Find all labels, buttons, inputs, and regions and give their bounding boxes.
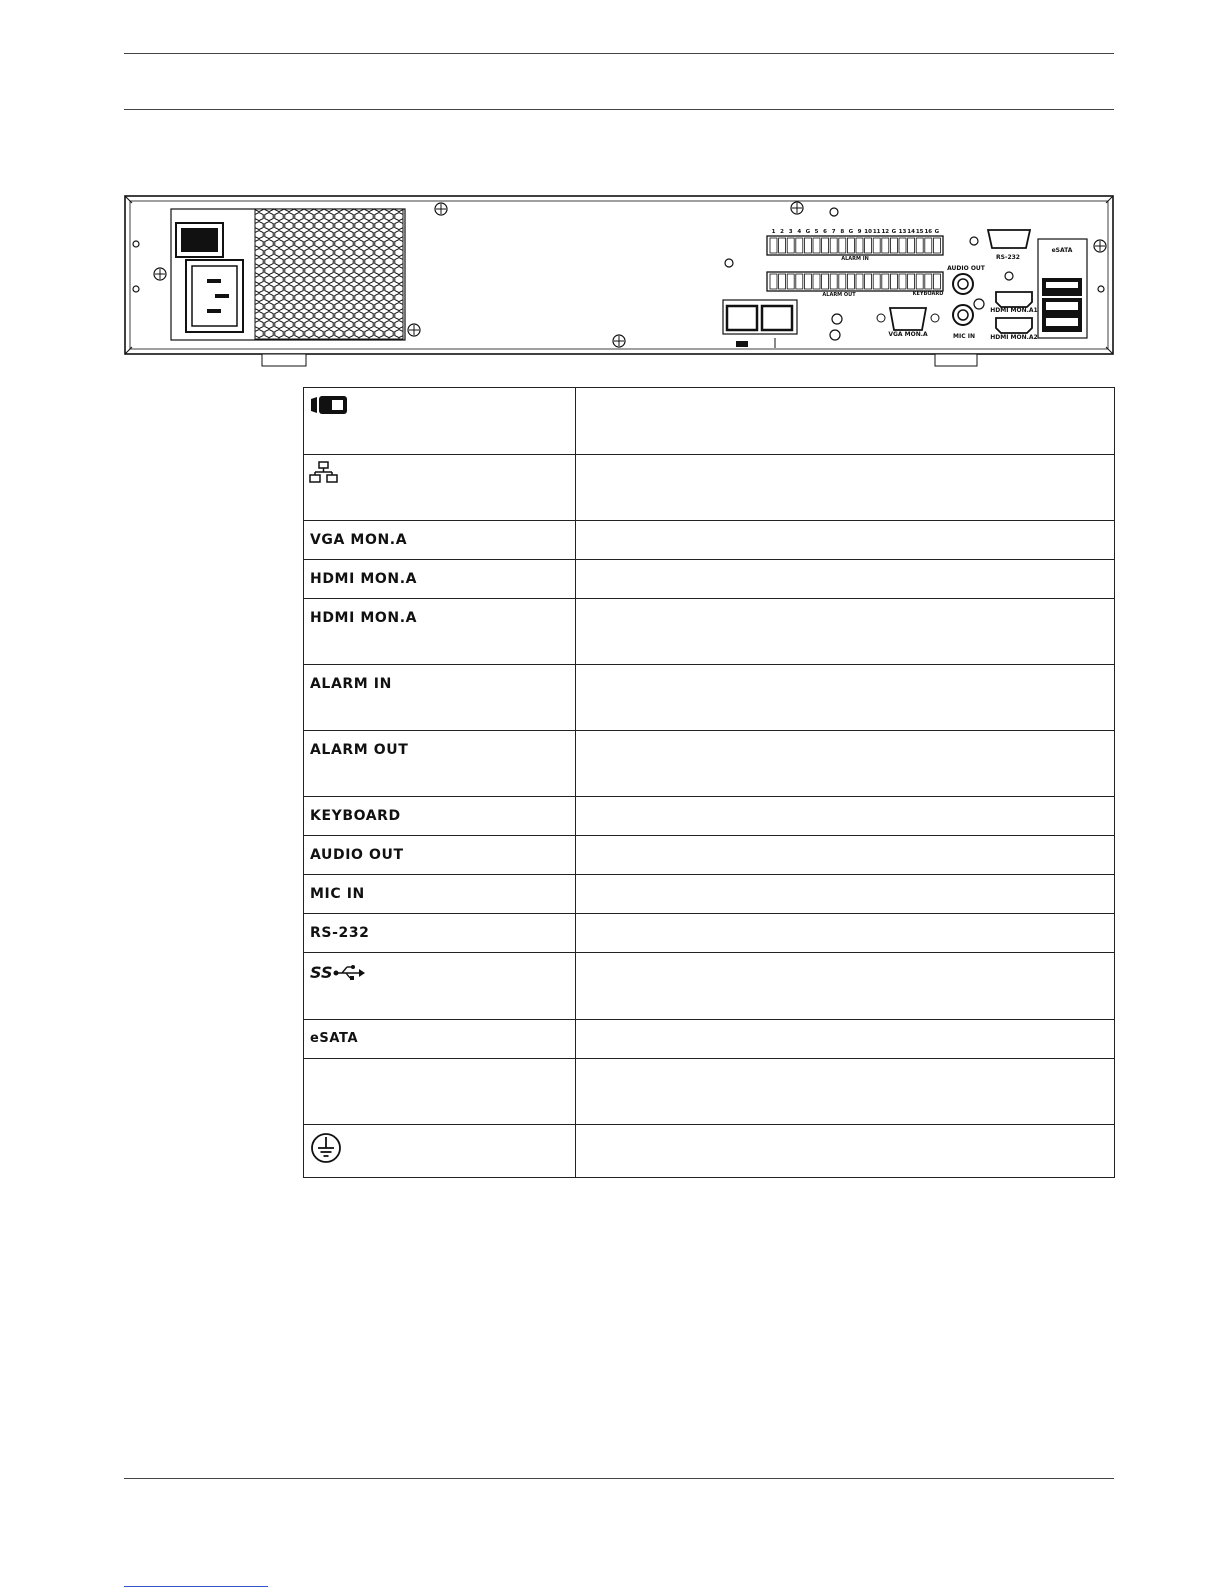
terminal-pin xyxy=(839,274,846,289)
alarm-in-number: 8 xyxy=(840,229,845,235)
footer-rule xyxy=(124,1478,1114,1479)
table-row xyxy=(304,1125,1115,1178)
terminal-pin xyxy=(830,238,837,253)
hdmi-a1-port xyxy=(996,292,1032,307)
alarm-in-number: 3 xyxy=(788,229,793,235)
table-row xyxy=(304,836,1115,875)
panel-hdmi-a1-label: HDMI MON.A1 xyxy=(990,307,1038,314)
terminal-pin xyxy=(813,274,820,289)
connector-table xyxy=(303,387,1115,1178)
terminal-pin xyxy=(787,238,794,253)
terminal-pin xyxy=(796,238,803,253)
ground-icon xyxy=(304,1125,575,1165)
svg-text:SS: SS xyxy=(310,963,333,982)
alarm-in-number: 9 xyxy=(857,229,862,235)
terminal-pin xyxy=(908,238,915,253)
alarm-in-number: 16 xyxy=(924,229,933,235)
terminal-pin xyxy=(856,274,863,289)
terminal-pin xyxy=(822,238,829,253)
hdmi-mon-a-label: HDMI MON.A xyxy=(310,610,418,626)
table-row xyxy=(304,797,1115,836)
table-row xyxy=(304,521,1115,560)
alarm-in-number: 7 xyxy=(831,229,836,235)
panel-audio-out-label: AUDIO OUT xyxy=(947,265,985,272)
table-row xyxy=(304,953,1115,1020)
alarm-out-label: ALARM OUT xyxy=(310,742,409,758)
terminal-pin xyxy=(856,238,863,253)
table-row xyxy=(304,731,1115,797)
terminal-pin xyxy=(882,238,889,253)
vga-port xyxy=(890,308,926,330)
terminal-pin xyxy=(873,274,880,289)
terminal-pin xyxy=(873,238,880,253)
terminal-pin xyxy=(779,274,786,289)
table-row xyxy=(304,914,1115,953)
terminal-pin xyxy=(933,274,940,289)
alarm-in-number: 2 xyxy=(780,229,785,235)
vga-mon-a-label: VGA MON.A xyxy=(310,532,408,548)
keyboard-label: KEYBOARD xyxy=(310,808,401,824)
terminal-pin xyxy=(925,238,932,253)
panel-keyboard-label: KEYBOARD xyxy=(912,291,944,297)
table-row xyxy=(304,455,1115,521)
terminal-pin xyxy=(770,274,777,289)
terminal-pin xyxy=(882,274,889,289)
alarm-in-number: G xyxy=(848,229,854,235)
usb3-icon xyxy=(304,953,575,982)
network-icon xyxy=(304,455,575,485)
terminal-pin xyxy=(787,274,794,289)
table-row xyxy=(304,388,1115,455)
terminal-pin xyxy=(933,238,940,253)
alarm-in-number: 6 xyxy=(823,229,828,235)
terminal-pin xyxy=(865,238,872,253)
alarm-in-number: 4 xyxy=(797,229,802,235)
panel-alarm-in-label: ALARM IN xyxy=(841,256,869,262)
terminal-pin xyxy=(925,274,932,289)
hdmi-mon-a-label: HDMI MON.A xyxy=(310,571,418,587)
panel-hdmi-a2-label: HDMI MON.A2 xyxy=(990,334,1038,341)
header-rule-bottom xyxy=(124,109,1114,110)
alarm-in-number: 5 xyxy=(814,229,819,235)
terminal-pin xyxy=(804,238,811,253)
alarm-in-number: 15 xyxy=(915,229,924,235)
table-row xyxy=(304,665,1115,731)
terminal-pin xyxy=(822,274,829,289)
terminal-pin xyxy=(804,274,811,289)
hdmi-a2-port xyxy=(996,318,1032,333)
panel-mic-in-label: MIC IN xyxy=(953,333,975,340)
rs232-port xyxy=(988,230,1030,248)
camera-network-icon xyxy=(304,388,575,416)
terminal-pin xyxy=(916,274,923,289)
alarm-in-number: 13 xyxy=(898,229,907,235)
table-row xyxy=(304,599,1115,665)
terminal-pin xyxy=(865,274,872,289)
alarm-in-number: 11 xyxy=(872,229,881,235)
panel-rs232-label: RS-232 xyxy=(996,254,1020,261)
terminal-pin xyxy=(847,274,854,289)
alarm-in-number: 1 xyxy=(771,229,776,235)
audio-out-label: AUDIO OUT xyxy=(310,847,404,863)
alarm-in-number: 14 xyxy=(907,229,915,235)
rs-232-label: RS-232 xyxy=(310,925,370,941)
terminal-pin xyxy=(899,238,906,253)
esata-label: eSATA xyxy=(310,1031,359,1046)
table-row xyxy=(304,560,1115,599)
alarm-in-label: ALARM IN xyxy=(310,676,392,692)
terminal-pin xyxy=(908,274,915,289)
alarm-in-number: G xyxy=(934,229,940,235)
terminal-pin xyxy=(899,274,906,289)
terminal-pin xyxy=(847,238,854,253)
table-row xyxy=(304,875,1115,914)
fan-vent xyxy=(255,209,403,339)
terminal-pin xyxy=(839,238,846,253)
terminal-pin xyxy=(830,274,837,289)
alarm-in-number: G xyxy=(805,229,811,235)
alarm-in-number: G xyxy=(891,229,897,235)
rear-panel-illustration xyxy=(124,194,1115,370)
table-row xyxy=(304,1020,1115,1059)
terminal-pin xyxy=(779,238,786,253)
terminal-pin xyxy=(770,238,777,253)
panel-alarm-out-label: ALARM OUT xyxy=(822,292,856,298)
terminal-pin xyxy=(916,238,923,253)
alarm-in-number: 10 xyxy=(864,229,872,235)
alarm-in-number: 12 xyxy=(881,229,890,235)
terminal-pin xyxy=(813,238,820,253)
header-rule-top xyxy=(124,53,1114,54)
panel-esata-label: eSATA xyxy=(1051,247,1073,254)
terminal-pin xyxy=(890,238,897,253)
terminal-pin xyxy=(890,274,897,289)
terminal-pin xyxy=(796,274,803,289)
panel-vga-label: VGA MON.A xyxy=(888,331,928,338)
table-row xyxy=(304,1059,1115,1125)
mic-in-label: MIC IN xyxy=(310,886,365,902)
